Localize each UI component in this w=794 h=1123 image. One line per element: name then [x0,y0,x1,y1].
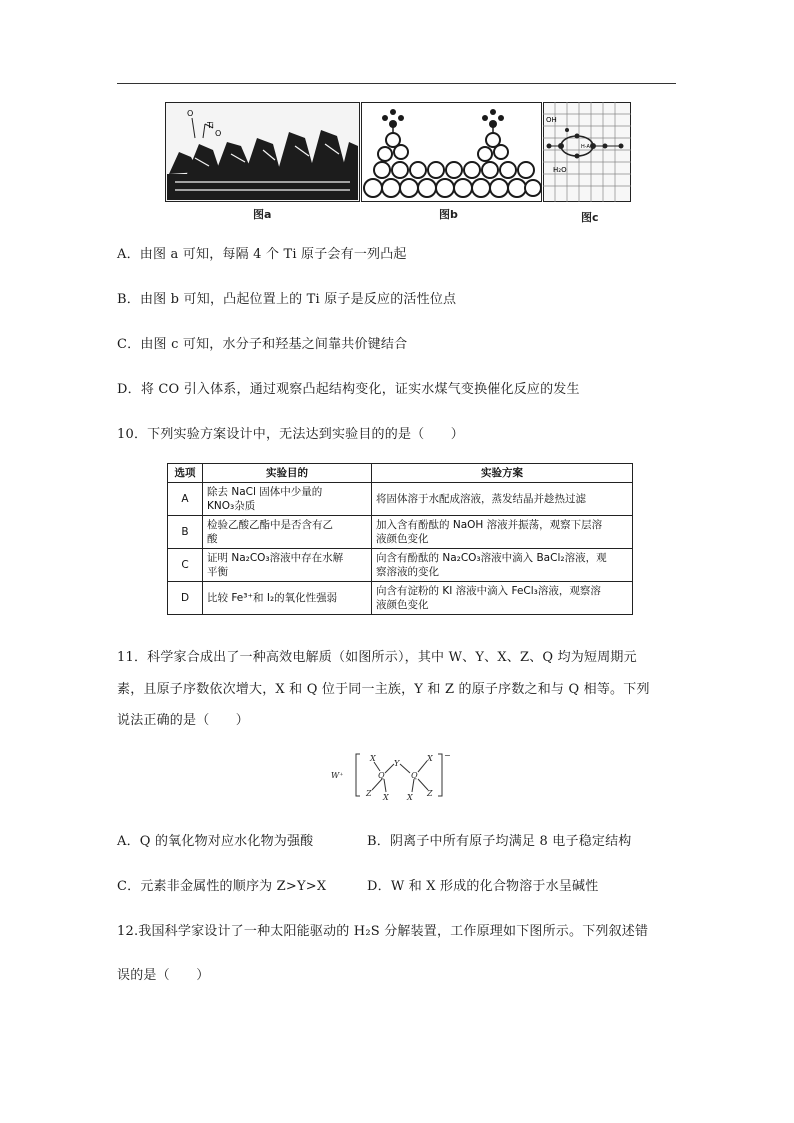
goal-line: 比较 Fe³⁺和 I₂的氧化性强弱 [207,592,338,604]
struct-x2: X [383,793,389,802]
row-goal [203,516,372,549]
plan-line: 液颜色变化 [376,533,429,545]
struct-x4: X [407,793,413,802]
goal-line: 除去 NaCl 固体中少量的 [207,486,323,498]
q11-stem-line-1: 11．科学家合成出了一种高效电解质（如图所示），其中 W、Y、X、Z、Q 均为短周期元 [117,650,637,665]
struct-z2: Z [427,789,433,798]
caption-fig-c: 图c [581,211,599,224]
struct-z1: Z [366,789,372,798]
figure-c-image [543,102,631,202]
table-row [168,549,633,582]
row-plan [372,516,633,549]
row-plan [372,582,633,615]
fig-c-oh: OH [546,116,557,124]
fig-c-ha: H-A [581,144,590,150]
plan-line: 向含有酚酞的 Na₂CO₃溶液中滴入 BaCl₂溶液，观 [376,552,607,564]
table-header-row [168,464,633,483]
q11-option-d: D．W 和 X 形成的化合物溶于水呈碱性 [367,879,599,894]
figure-b-image [361,102,542,202]
struct-w: W⁺ [331,771,344,780]
goal-line: 平衡 [207,566,228,578]
q9-option-d: D．将 CO 引入体系，通过观察凸起结构变化，证实水煤气变换催化反应的发生 [117,382,580,397]
q10-table [167,463,633,615]
goal-line: 检验乙酸乙酯中是否含有乙 [207,519,333,531]
caption-fig-a: 图a [253,208,272,221]
table-header-plan: 实验方案 [372,464,633,483]
plan-line: 加入含有酚酞的 NaOH 溶液并振荡，观察下层溶 [376,519,603,531]
table-header-goal: 实验目的 [203,464,372,483]
row-goal [203,582,372,615]
struct-y: Y [394,759,400,768]
goal-line: 酸 [207,533,218,545]
table-row [168,483,633,516]
figure-a [165,102,360,202]
row-option: A [168,483,203,516]
row-goal [203,483,372,516]
q11-stem-line-2: 素，且原子序数依次增大，X 和 Q 位于同一主族，Y 和 Z 的原子序数之和与 Q 相等。下列 [117,682,650,697]
q11-option-a: A．Q 的氧化物对应水化物为强酸 [117,834,314,849]
header-rule [117,83,676,84]
fig-c-h2o: H₂O [553,166,567,174]
caption-fig-b: 图b [439,208,458,221]
table-header-option: 选项 [168,464,203,483]
struct-q2: Q [411,771,418,780]
struct-charge: − [444,751,451,760]
q11-option-c: C．元素非金属性的顺序为 Z>Y>X [117,879,327,894]
plan-line: 向含有淀粉的 KI 溶液中滴入 FeCl₃溶液，观察溶 [376,585,601,597]
figure-row [165,102,631,227]
struct-q1: Q [378,771,385,780]
plan-line: 将固体溶于水配成溶液，蒸发结晶并趁热过滤 [376,493,586,505]
q11-option-b: B．阴离子中所有原子均满足 8 电子稳定结构 [367,834,632,849]
struct-x3: X [427,754,433,763]
fig-a-o-right: O [215,129,222,138]
q9-option-a: A．由图 a 可知，每隔 4 个 Ti 原子会有一列凸起 [117,247,407,262]
figure-b [361,102,542,202]
q12-stem-line-2: 误的是（ ） [117,968,210,983]
row-option: D [168,582,203,615]
q10-stem: 10．下列实验方案设计中，无法达到实验目的的是（ ） [117,427,464,442]
figure-a-image [165,102,360,202]
q9-option-c: C．由图 c 可知，水分子和羟基之间靠共价键结合 [117,337,408,352]
q11-stem-line-3: 说法正确的是（ ） [117,713,250,728]
figure-c [543,102,631,202]
row-option: C [168,549,203,582]
table-row [168,582,633,615]
anion-structure [330,748,454,802]
plan-line: 液颜色变化 [376,599,429,611]
struct-x1: X [370,754,376,763]
fig-a-ti: Ti [207,121,214,130]
q12-stem-line-1: 12.我国科学家设计了一种太阳能驱动的 H₂S 分解装置，工作原理如下图所示。下列叙述错 [117,924,649,939]
row-option: B [168,516,203,549]
plan-line: 察溶液的变化 [376,566,439,578]
fig-a-o-top: O [187,109,194,118]
q9-option-b: B．由图 b 可知，凸起位置上的 Ti 原子是反应的活性位点 [117,292,457,307]
table-row [168,516,633,549]
row-plan [372,549,633,582]
goal-line: 证明 Na₂CO₃溶液中存在水解 [207,552,344,564]
row-plan [372,483,633,516]
row-goal [203,549,372,582]
goal-line: KNO₃杂质 [207,500,256,512]
